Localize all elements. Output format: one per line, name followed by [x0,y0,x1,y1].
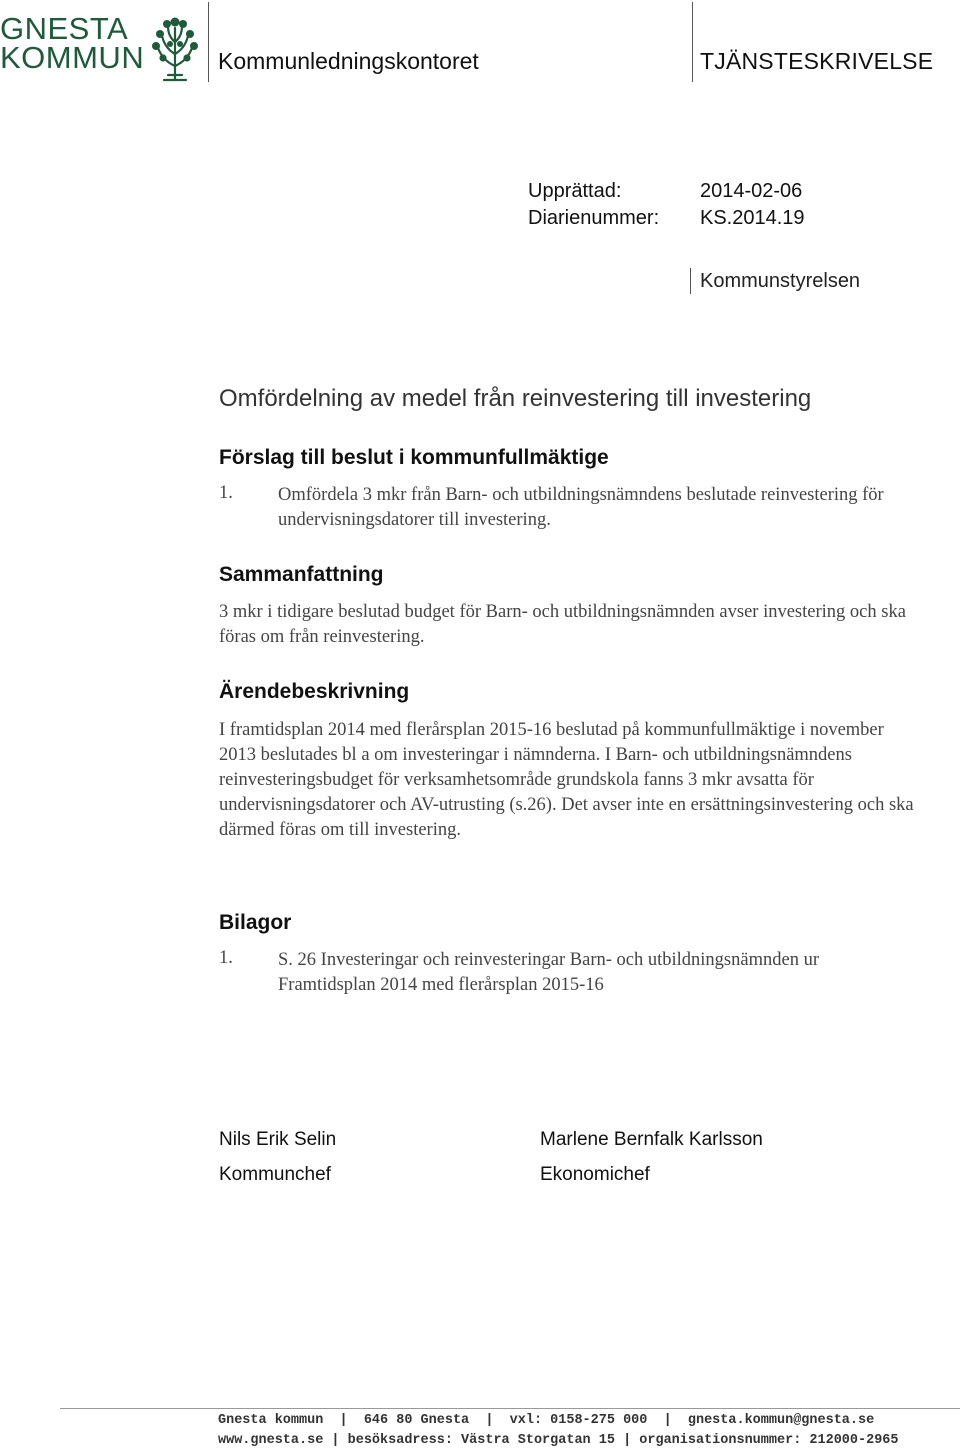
proposal-heading: Förslag till beslut i kommunfullmäktige [219,446,609,469]
logo-line-2: KOMMUN [0,40,145,75]
description-heading: Ärendebeskrivning [219,680,410,703]
footer-contact-line: Gnesta kommun | 646 80 Gnesta | vxl: 0158-275 000 | gnesta.kommun@gnesta.se [218,1413,875,1428]
summary-text: 3 mkr i tidigare beslutad budget för Barn- och utbildningsnämnden avser investering och ska föras om från reinvestering. [219,602,906,647]
proposal-item-number: 1. [219,483,233,503]
diary-label: Diarienummer: [528,207,660,229]
summary-heading: Sammanfattning [219,563,384,586]
proposal-item-text: Omfördela 3 mkr från Barn- och utbildningsnämndens beslutade reinvestering för undervisningsdatorer till investering. [278,485,884,530]
recipient: Kommunstyrelsen [700,270,861,292]
signatory-1-role: Kommunchef [219,1164,331,1185]
header-divider-right [692,2,693,82]
attachments-heading: Bilagor [219,911,292,934]
logo-wordmark [0,11,145,75]
created-date: 2014-02-06 [700,180,803,202]
office-name: Kommunledningskontoret [218,48,479,74]
tree-emblem-icon [150,14,200,82]
document-title: Omfördelning av medel från reinvestering till investering [219,385,812,412]
attachment-item-text: S. 26 Investeringar och reinvesteringar Barn- och utbildningsnämnden ur Framtidsplan 2014 med flerårsplan 2015-16 [278,950,819,995]
header-divider-left [208,2,209,82]
signatory-2-role: Ekonomichef [540,1164,650,1185]
logo-line-1: GNESTA [0,11,129,46]
signatory-1-name: Nils Erik Selin [219,1129,337,1150]
diary-number: KS.2014.19 [700,207,805,229]
description-text: I framtidsplan 2014 med flerårsplan 2015-16 beslutad på kommunfullmäktige i november 2013 beslutades bl a om investeringar i nämnderna. I Barn- och utbildningsnämndens reinvesteringsbudget för verksamhetsområde grundskola fanns 3 mkr avsatta för undervisningsdatorer och AV-utrusting (s.26). Det avser inte en ersättningsinvestering och ska därmed föras om till investering. [219,720,914,840]
signatory-2-name: Marlene Bernfalk Karlsson [540,1129,763,1150]
attachment-item-number: 1. [219,948,233,968]
footer-address-line: www.gnesta.se | besöksadress: Västra Storgatan 15 | organisationsnummer: 212000-2965 [218,1433,899,1448]
recipient-marker [690,268,691,294]
document-type: TJÄNSTESKRIVELSE [700,48,934,74]
gnesta-kommun-logo [0,11,205,84]
created-label: Upprättad: [528,180,622,202]
footer-rule [60,1408,960,1409]
